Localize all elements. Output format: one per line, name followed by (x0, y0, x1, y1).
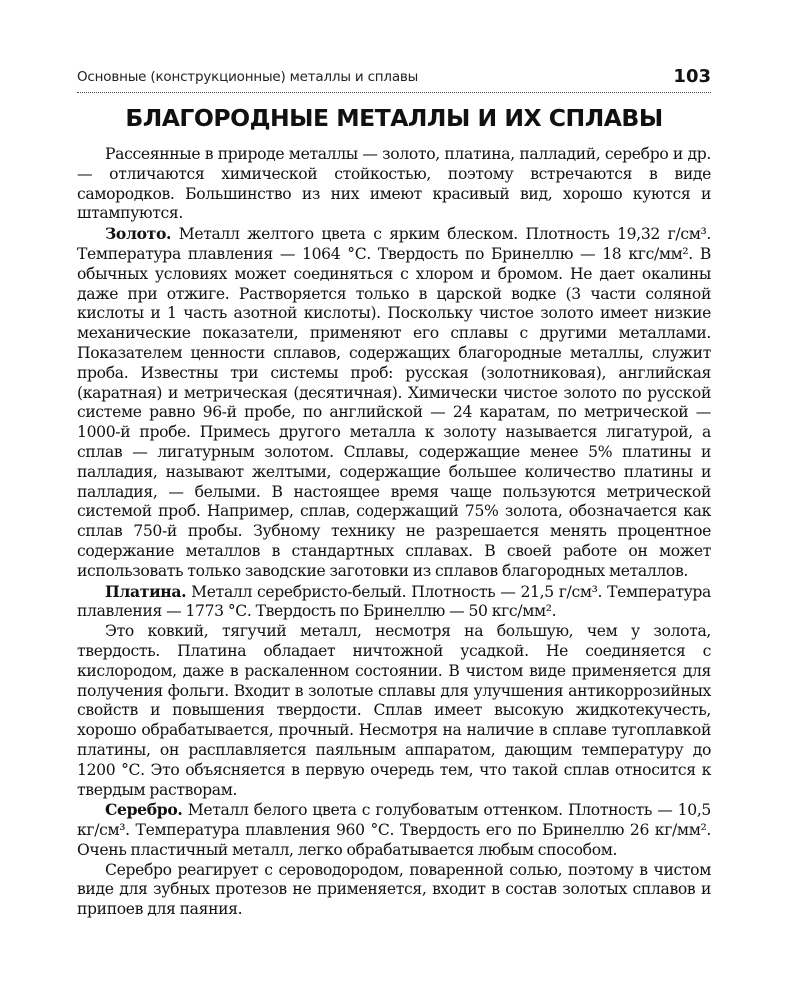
running-header (77, 66, 711, 93)
paragraph-gold (77, 224, 711, 581)
paragraph-intro: Рассеянные в природе металлы — золото, платина, палладий, серебро и др. — отличаются химической стойкостью, поэтому встречаются в виде самородков. Большинство из них имеют красивый вид, хорошо куются и штампуются. (77, 145, 711, 223)
paragraph-silver (77, 800, 711, 860)
running-title: Основные (конструкционные) металлы и сплавы (77, 69, 419, 85)
platinum-description: Металл серебристо-белый. Плотность — 21,5 г/см³. Температура плавления — 1773 °С. Твердость по Бринеллю — 50 кгс/мм². (77, 582, 711, 621)
paragraph-silver-use: Серебро реагирует с сероводородом, поваренной солью, поэтому в чистом виде для зубных протезов не применяется, входит в состав золотых сплавов и припоев для паяния. (77, 860, 711, 919)
chapter-title: БЛАГОРОДНЫЕ МЕТАЛЛЫ И ИХ СПЛАВЫ (125, 104, 663, 132)
term-gold: Золото. (105, 224, 172, 244)
page-number: 103 (673, 66, 711, 87)
paragraph-platinum-properties: Это ковкий, тягучий металл, несмотря на большую, чем у золота, твердость. Платина обладает ничтожной усадкой. Не соединяется с кислородом, даже в раскаленном состоянии. В чистом виде применяется для получения фольги. Входит в золотые сплавы для улучшения антикоррозийных свойств и повышения твердости. Сплав имеет высокую жидкотекучесть, хорошо обрабатывается, прочный. Несмотря на наличие в сплаве тугоплавкой платины, он расплавляется паяльным аппаратом, дающим температуру до 1200 °С. Это объясняется в первую очередь тем, что такой сплав относится к твердым растворам. (77, 622, 711, 799)
silver-description: Металл белого цвета с голубоватым оттенком. Плотность — 10,5 кг/см³. Температура плавления 960 °С. Твердость его по Бринеллю 26 кг/мм². Очень пластичный металл, легко обрабатывается любым способом. (77, 801, 711, 859)
paragraph-platinum (77, 582, 711, 623)
term-silver: Серебро. (105, 800, 183, 820)
gold-description: Металл желтого цвета с ярким блеском. Плотность 19,32 г/см³. Температура плавления — 1064 °С. Твердость по Бринеллю — 18 кгс/мм². В обычных условиях может соединяться с хлором и бромом. Не дает окалины даже при отжиге. Растворяется только в царской водке (3 части соляной кислоты и 1 часть азотной кислоты). Поскольку чистое золото имеет низкие механические показатели, применяют его сплавы с другими металлами. Показателем ценности сплавов, содержащих благородные металлы, служит проба. Известны три системы проб: русская (золотниковая), английская (каратная) и метрическая (десятичная). Химически чистое золото по русской системе равно 96-й пробе, по английской — 24 каратам, по метрической — 1000-й пробе. Примесь другого металла к золоту называется лигатурой, а сплав — лигатурным золотом. Сплавы, содержащие менее 5% платины и палладия, называют желтыми, содержащие большее количество платины и палладия, — белыми. В настоящее время чаще пользуются метрической системой проб. Например, сплав, содержащий 75% золота, обозначается как сплав 750-й пробы. Зубному технику не разрешается менять процентное содержание металлов в стандартных сплавах. В своей работе он может использовать только заводские заготовки из сплавов благородных металлов. (77, 225, 711, 580)
term-platinum: Платина. (105, 581, 187, 601)
body-text (77, 145, 711, 920)
